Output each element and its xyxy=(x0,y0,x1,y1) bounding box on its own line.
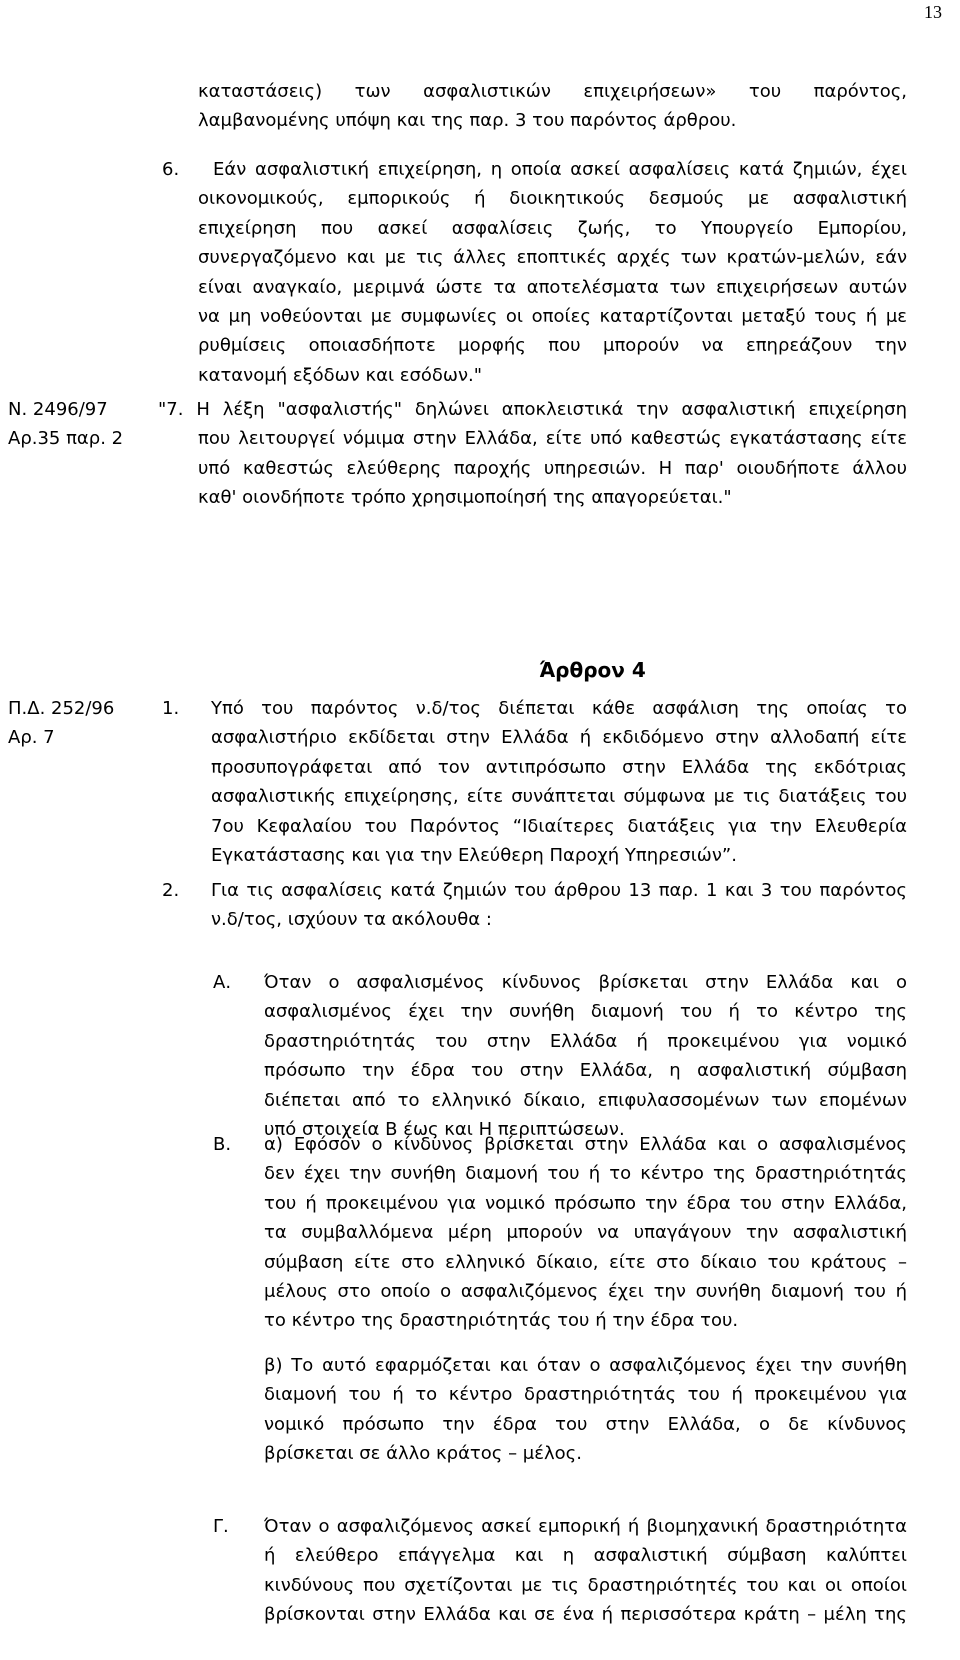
text-line: επιχείρηση που ασκεί ασφαλίσεις ζωής, το Υπουργείο Εμπορίου, xyxy=(198,217,907,239)
text-line: βρίσκεται σε άλλο κράτος – μέλος. xyxy=(264,1443,582,1465)
margin-reference-line: Π.Δ. 252/96 xyxy=(8,698,115,719)
article-4-paragraph-1 xyxy=(211,694,907,870)
article-heading: Άρθρον 4 xyxy=(539,658,646,682)
text-line: είναι αναγκαίο, μεριμνά ώστε τα αποτελέσματα των επιχειρήσεων αυτών xyxy=(198,276,907,298)
item-b-alpha xyxy=(264,1130,907,1336)
text-line: Όταν ο ασφαλισμένος κίνδυνος βρίσκεται στην Ελλάδα και ο xyxy=(264,972,907,993)
item-a xyxy=(264,968,907,1144)
text-line: υπό καθεστώς ελεύθερης παροχής υπηρεσιών. Η παρ' οιουδήποτε άλλου xyxy=(198,457,907,479)
paragraph-7 xyxy=(158,395,907,513)
text-line: βρίσκονται στην Ελλάδα και σε ένα ή περισσότερα κράτη – μέλη της xyxy=(264,1604,907,1626)
text-line: δεν έχει την συνήθη διαμονή του ή το κέντρο της δραστηριότητάς xyxy=(264,1163,907,1185)
text-line: β) Το αυτό εφαρμόζεται και όταν ο ασφαλιζόμενος έχει την συνήθη xyxy=(264,1355,907,1376)
text-line: Όταν ο ασφαλιζόμενος ασκεί εμπορική ή βιομηχανική δραστηριότητα xyxy=(264,1516,907,1537)
text-line: κινδύνους που σχετίζονται με τις δραστηριότητές του και οι οποίοι xyxy=(264,1574,907,1596)
text-line: λαμβανομένης υπόψη και της παρ. 3 του παρόντος άρθρου. xyxy=(198,110,737,132)
text-line: νομικό πρόσωπο την έδρα του στην Ελλάδα, ο δε κίνδυνος xyxy=(264,1413,907,1435)
item-c xyxy=(264,1512,907,1630)
continuation-paragraph xyxy=(198,77,907,136)
margin-reference-line: Ν. 2496/97 xyxy=(8,399,108,420)
text-line: που λειτουργεί νόμιμα στην Ελλάδα, είτε υπό καθεστώς εγκατάστασης είτε xyxy=(198,428,907,450)
text-line: του ή προκειμένου για νομικό πρόσωπο την έδρα του στην Ελλάδα, xyxy=(264,1192,907,1214)
margin-reference xyxy=(8,395,123,454)
text-line: διαμονή του ή το κέντρο δραστηριότητάς του ή προκειμένου για xyxy=(264,1384,907,1406)
text-line: μέλους στο οποίο ο ασφαλιζόμενος έχει την συνήθη διαμονή του ή xyxy=(264,1281,907,1303)
text-line: τα συμβαλλόμενα μέρη μπορούν να υπαγάγουν την ασφαλιστική xyxy=(264,1222,907,1244)
text-line: κατανομή εξόδων και εσόδων." xyxy=(198,364,483,386)
paragraph-number: 6. xyxy=(162,159,180,180)
text-line: "7. Η λέξη "ασφαλιστής" δηλώνει αποκλειστικά την ασφαλιστική επιχείρηση xyxy=(158,399,907,420)
text-line: συνεργαζόμενο και με τις άλλες εποπτικές αρχές των κρατών-μελών, εάν xyxy=(198,247,907,269)
text-line: ν.δ/τος, ισχύουν τα ακόλουθα : xyxy=(211,909,492,931)
margin-reference-line: Αρ.35 παρ. 2 xyxy=(8,428,124,450)
text-line: καθ' οιονδήποτε τρόπο χρησιμοποίησή της απαγορεύεται." xyxy=(198,487,732,509)
text-line: ασφαλισμένος έχει την συνήθη διαμονή του ή το κέντρο της xyxy=(264,1001,907,1023)
text-line: α) Εφόσον ο κίνδυνος βρίσκεται στην Ελλάδα και ο ασφαλισμένος xyxy=(264,1134,907,1155)
item-letter: Α. xyxy=(213,972,232,993)
text-line: σύμβαση είτε στο ελληνικό δίκαιο, είτε στο δίκαιο του κράτους – xyxy=(264,1251,907,1273)
text-line: δραστηριότητάς του στην Ελλάδα ή προκειμένου για νομικό xyxy=(264,1030,907,1052)
text-line: ή ελεύθερο επάγγελμα και η ασφαλιστική σύμβαση καλύπτει xyxy=(264,1545,907,1567)
text-line: ασφαλιστήριο εκδίδεται στην Ελλάδα ή εκδιδόμενο στην αλλοδαπή είτε xyxy=(211,727,907,749)
text-line: υπό στοιχεία Β έως και Η περιπτώσεων. xyxy=(264,1119,625,1141)
text-line: Υπό του παρόντος ν.δ/τος διέπεται κάθε ασφάλιση της οποίας το xyxy=(211,698,907,719)
text-line: 7ου Κεφαλαίου του Παρόντος “Ιδιαίτερες διατάξεις για την Ελευθερία xyxy=(211,815,907,837)
paragraph-6 xyxy=(198,155,907,390)
text-line: οικονομικούς, εμπορικούς ή διοικητικούς δεσμούς με ασφαλιστική xyxy=(198,188,907,210)
text-line: Για τις ασφαλίσεις κατά ζημιών του άρθρου 13 παρ. 1 και 3 του παρόντος xyxy=(211,880,907,901)
margin-reference-line: Αρ. 7 xyxy=(8,727,55,749)
paragraph-number: 1. xyxy=(162,698,180,719)
text-line: Εγκατάστασης και για την Ελεύθερη Παροχή Υπηρεσιών”. xyxy=(211,845,737,867)
article-4-paragraph-2 xyxy=(211,876,907,935)
text-line: να μη νοθεύονται με συμφωνίες οι οποίες καταρτίζονται μεταξύ τους ή με xyxy=(198,306,907,328)
text-line: προσυπογράφεται από τον αντιπρόσωπο στην Ελλάδα της εκδότριας xyxy=(211,756,907,778)
margin-reference xyxy=(8,694,114,753)
page-number: 13 xyxy=(924,2,942,22)
text-line: το κέντρο της δραστηριότητάς του ή την έδρα του. xyxy=(264,1310,739,1332)
item-letter: Β. xyxy=(213,1134,232,1155)
text-line: διέπεται από το ελληνικό δίκαιο, επιφυλασσομένων των επομένων xyxy=(264,1089,907,1111)
text-line: ασφαλιστικής επιχείρησης, είτε συνάπτεται σύμφωνα με τις διατάξεις του xyxy=(211,786,907,808)
item-letter: Γ. xyxy=(213,1516,229,1537)
text-line: πρόσωπο την έδρα του στην Ελλάδα, η ασφαλιστική σύμβαση xyxy=(264,1060,907,1082)
paragraph-number: 2. xyxy=(162,880,180,901)
text-line: ρυθμίσεις οποιασδήποτε μορφής που μπορούν να επηρεάζουν την xyxy=(198,335,907,357)
text-line: καταστάσεις) των ασφαλιστικών επιχειρήσεων» του παρόντος, xyxy=(198,81,907,102)
item-b-beta xyxy=(264,1351,907,1469)
text-line: Εάν ασφαλιστική επιχείρηση, η οποία ασκεί ασφαλίσεις κατά ζημιών, έχει xyxy=(213,159,907,180)
